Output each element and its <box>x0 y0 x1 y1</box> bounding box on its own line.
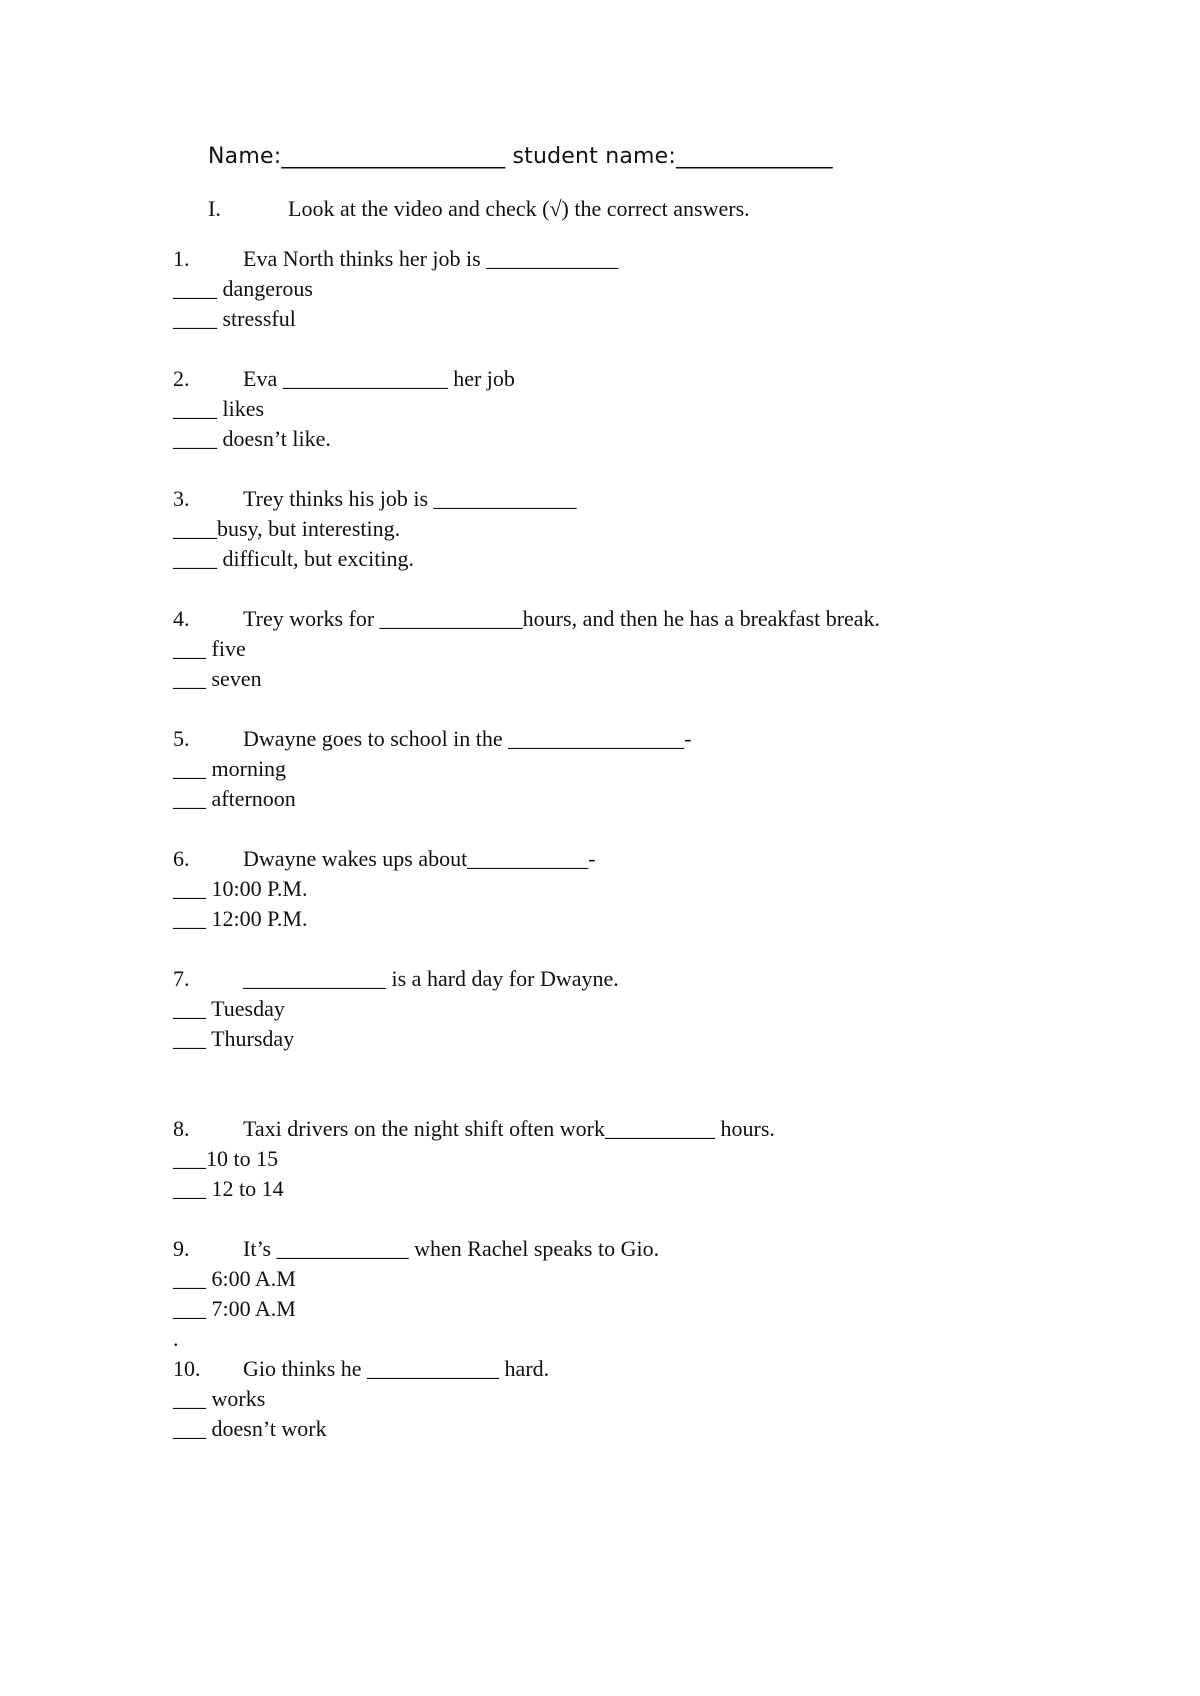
question-number: 7. <box>173 966 190 991</box>
question-text: Gio thinks he ____________ hard. <box>243 1356 550 1381</box>
answer-option: ___ Tuesday <box>173 996 285 1021</box>
question-text: Taxi drivers on the night shift often work__________ hours. <box>243 1116 775 1141</box>
answer-option: ___ Thursday <box>173 1026 295 1051</box>
question-number: 4. <box>173 606 190 631</box>
answer-option: ____ dangerous <box>173 276 313 301</box>
question-number: 9. <box>173 1236 190 1261</box>
stray-period: . <box>173 1326 179 1351</box>
answer-option: ___ 10:00 P.M. <box>173 876 308 901</box>
answer-option: ___ five <box>173 636 246 661</box>
question-number: 3. <box>173 486 190 511</box>
answer-option: ___ 6:00 A.M <box>173 1266 296 1291</box>
question-5 <box>173 724 1153 814</box>
section-heading <box>208 196 750 222</box>
answer-option: ___ doesn’t work <box>173 1416 327 1441</box>
question-7 <box>173 964 1153 1054</box>
answer-option: ____ difficult, but exciting. <box>173 546 414 571</box>
question-8 <box>173 1114 1153 1204</box>
answer-option: ___ works <box>173 1386 266 1411</box>
question-6 <box>173 844 1153 934</box>
question-number: 6. <box>173 846 190 871</box>
answer-option: ___10 to 15 <box>173 1146 279 1171</box>
question-number: 10. <box>173 1356 201 1381</box>
answer-option: ____ stressful <box>173 306 296 331</box>
question-10 <box>173 1354 1153 1444</box>
answer-option: ___ 7:00 A.M <box>173 1296 296 1321</box>
question-text: Eva _______________ her job <box>243 366 515 391</box>
section-instruction: Look at the video and check (√) the correct answers. <box>288 196 750 221</box>
answer-option: ____ doesn’t like. <box>173 426 331 451</box>
question-4 <box>173 604 1153 694</box>
name-fields-header: Name:____________________ student name:______________ <box>208 144 833 169</box>
question-text: Eva North thinks her job is ____________ <box>243 246 619 271</box>
answer-option: ___ 12:00 P.M. <box>173 906 308 931</box>
question-number: 2. <box>173 366 190 391</box>
question-number: 8. <box>173 1116 190 1141</box>
question-text: Trey works for _____________hours, and then he has a breakfast break. <box>243 606 881 631</box>
answer-option: ___ 12 to 14 <box>173 1176 284 1201</box>
question-text: Dwayne wakes ups about___________- <box>243 846 596 871</box>
question-text: Dwayne goes to school in the ________________- <box>243 726 692 751</box>
question-text: It’s ____________ when Rachel speaks to Gio. <box>243 1236 660 1261</box>
question-9 <box>173 1234 1153 1354</box>
question-1 <box>173 244 1153 334</box>
question-2 <box>173 364 1153 454</box>
answer-option: ___ seven <box>173 666 262 691</box>
question-text: Trey thinks his job is _____________ <box>243 486 577 511</box>
answer-option: ___ morning <box>173 756 287 781</box>
answer-option: ___ afternoon <box>173 786 296 811</box>
section-numeral: I. <box>208 196 221 221</box>
question-number: 5. <box>173 726 190 751</box>
answer-option: ____ likes <box>173 396 265 421</box>
question-list <box>173 244 1153 1474</box>
question-number: 1. <box>173 246 190 271</box>
answer-option: ____busy, but interesting. <box>173 516 401 541</box>
question-3 <box>173 484 1153 574</box>
question-text: _____________ is a hard day for Dwayne. <box>243 966 619 991</box>
